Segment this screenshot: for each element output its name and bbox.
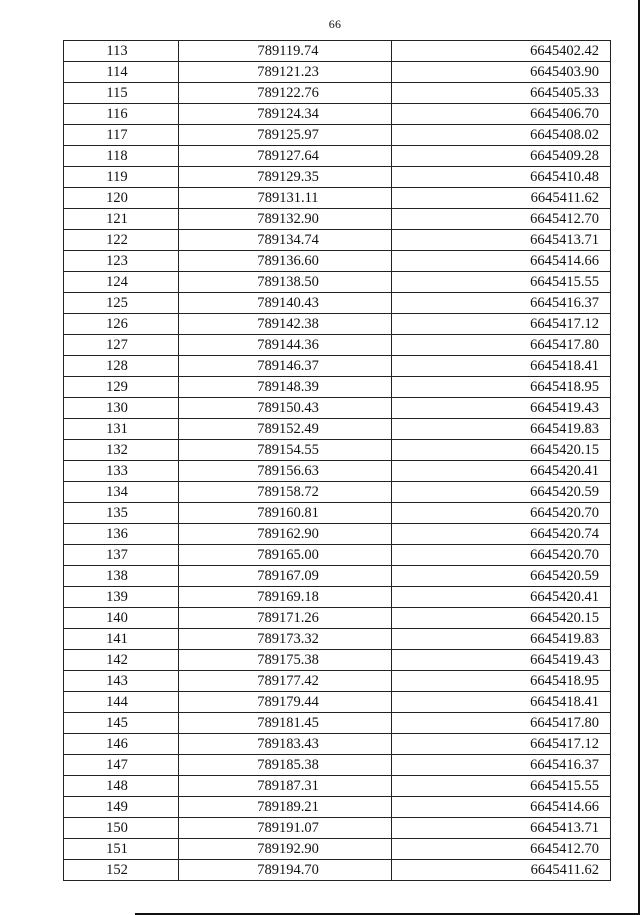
table-row [64, 776, 611, 797]
table-row [64, 62, 611, 83]
table-row [64, 251, 611, 272]
point-number-cell: 127 [64, 335, 179, 356]
y-coordinate-cell: 6645412.70 [392, 839, 611, 860]
y-coordinate-cell: 6645419.43 [392, 650, 611, 671]
y-coordinate-cell: 6645413.71 [392, 230, 611, 251]
point-number-cell: 149 [64, 797, 179, 818]
x-coordinate-cell: 789129.35 [179, 167, 392, 188]
point-number-cell: 138 [64, 566, 179, 587]
point-number-cell: 122 [64, 230, 179, 251]
point-number-cell: 142 [64, 650, 179, 671]
x-coordinate-cell: 789165.00 [179, 545, 392, 566]
y-coordinate-cell: 6645419.83 [392, 629, 611, 650]
point-number-cell: 123 [64, 251, 179, 272]
point-number-cell: 141 [64, 629, 179, 650]
x-coordinate-cell: 789154.55 [179, 440, 392, 461]
y-coordinate-cell: 6645410.48 [392, 167, 611, 188]
x-coordinate-cell: 789124.34 [179, 104, 392, 125]
y-coordinate-cell: 6645402.42 [392, 41, 611, 62]
x-coordinate-cell: 789192.90 [179, 839, 392, 860]
table-row [64, 398, 611, 419]
table-row [64, 230, 611, 251]
table-row [64, 440, 611, 461]
y-coordinate-cell: 6645405.33 [392, 83, 611, 104]
table-row [64, 314, 611, 335]
point-number-cell: 145 [64, 713, 179, 734]
x-coordinate-cell: 789167.09 [179, 566, 392, 587]
table-row [64, 797, 611, 818]
point-number-cell: 132 [64, 440, 179, 461]
x-coordinate-cell: 789160.81 [179, 503, 392, 524]
table-row [64, 566, 611, 587]
point-number-cell: 140 [64, 608, 179, 629]
y-coordinate-cell: 6645418.41 [392, 356, 611, 377]
point-number-cell: 152 [64, 860, 179, 881]
x-coordinate-cell: 789146.37 [179, 356, 392, 377]
x-coordinate-cell: 789131.11 [179, 188, 392, 209]
x-coordinate-cell: 789121.23 [179, 62, 392, 83]
table-row [64, 587, 611, 608]
x-coordinate-cell: 789181.45 [179, 713, 392, 734]
point-number-cell: 117 [64, 125, 179, 146]
x-coordinate-cell: 789177.42 [179, 671, 392, 692]
y-coordinate-cell: 6645418.95 [392, 377, 611, 398]
table-row [64, 650, 611, 671]
x-coordinate-cell: 789140.43 [179, 293, 392, 314]
point-number-cell: 120 [64, 188, 179, 209]
y-coordinate-cell: 6645420.41 [392, 587, 611, 608]
point-number-cell: 135 [64, 503, 179, 524]
point-number-cell: 146 [64, 734, 179, 755]
x-coordinate-cell: 789169.18 [179, 587, 392, 608]
y-coordinate-cell: 6645420.41 [392, 461, 611, 482]
x-coordinate-cell: 789158.72 [179, 482, 392, 503]
table-row [64, 167, 611, 188]
point-number-cell: 128 [64, 356, 179, 377]
point-number-cell: 136 [64, 524, 179, 545]
x-coordinate-cell: 789173.32 [179, 629, 392, 650]
table-row [64, 503, 611, 524]
x-coordinate-cell: 789136.60 [179, 251, 392, 272]
point-number-cell: 151 [64, 839, 179, 860]
y-coordinate-cell: 6645420.59 [392, 482, 611, 503]
table-row [64, 524, 611, 545]
x-coordinate-cell: 789138.50 [179, 272, 392, 293]
y-coordinate-cell: 6645417.80 [392, 713, 611, 734]
y-coordinate-cell: 6645415.55 [392, 776, 611, 797]
x-coordinate-cell: 789189.21 [179, 797, 392, 818]
x-coordinate-cell: 789185.38 [179, 755, 392, 776]
x-coordinate-cell: 789162.90 [179, 524, 392, 545]
table-row [64, 293, 611, 314]
x-coordinate-cell: 789132.90 [179, 209, 392, 230]
y-coordinate-cell: 6645420.59 [392, 566, 611, 587]
point-number-cell: 116 [64, 104, 179, 125]
y-coordinate-cell: 6645417.80 [392, 335, 611, 356]
table-row [64, 356, 611, 377]
point-number-cell: 139 [64, 587, 179, 608]
y-coordinate-cell: 6645419.43 [392, 398, 611, 419]
table-row [64, 419, 611, 440]
point-number-cell: 119 [64, 167, 179, 188]
table-row [64, 692, 611, 713]
y-coordinate-cell: 6645412.70 [392, 209, 611, 230]
point-number-cell: 115 [64, 83, 179, 104]
table-row [64, 209, 611, 230]
table-row [64, 482, 611, 503]
point-number-cell: 150 [64, 818, 179, 839]
x-coordinate-cell: 789134.74 [179, 230, 392, 251]
point-number-cell: 131 [64, 419, 179, 440]
y-coordinate-cell: 6645416.37 [392, 755, 611, 776]
y-coordinate-cell: 6645409.28 [392, 146, 611, 167]
x-coordinate-cell: 789191.07 [179, 818, 392, 839]
table-row [64, 671, 611, 692]
x-coordinate-cell: 789119.74 [179, 41, 392, 62]
x-coordinate-cell: 789194.70 [179, 860, 392, 881]
x-coordinate-cell: 789148.39 [179, 377, 392, 398]
y-coordinate-cell: 6645420.15 [392, 440, 611, 461]
x-coordinate-cell: 789156.63 [179, 461, 392, 482]
table-row [64, 377, 611, 398]
point-number-cell: 126 [64, 314, 179, 335]
x-coordinate-cell: 789127.64 [179, 146, 392, 167]
table-row [64, 545, 611, 566]
x-coordinate-cell: 789152.49 [179, 419, 392, 440]
point-number-cell: 113 [64, 41, 179, 62]
point-number-cell: 133 [64, 461, 179, 482]
point-number-cell: 118 [64, 146, 179, 167]
y-coordinate-cell: 6645419.83 [392, 419, 611, 440]
point-number-cell: 144 [64, 692, 179, 713]
point-number-cell: 124 [64, 272, 179, 293]
table-row [64, 41, 611, 62]
x-coordinate-cell: 789142.38 [179, 314, 392, 335]
x-coordinate-cell: 789144.36 [179, 335, 392, 356]
x-coordinate-cell: 789150.43 [179, 398, 392, 419]
coordinates-table [63, 40, 611, 881]
y-coordinate-cell: 6645411.62 [392, 188, 611, 209]
x-coordinate-cell: 789175.38 [179, 650, 392, 671]
point-number-cell: 114 [64, 62, 179, 83]
y-coordinate-cell: 6645406.70 [392, 104, 611, 125]
y-coordinate-cell: 6645420.70 [392, 503, 611, 524]
table-row [64, 839, 611, 860]
x-coordinate-cell: 789179.44 [179, 692, 392, 713]
y-coordinate-cell: 6645403.90 [392, 62, 611, 83]
x-coordinate-cell: 789183.43 [179, 734, 392, 755]
y-coordinate-cell: 6645420.15 [392, 608, 611, 629]
table-row [64, 104, 611, 125]
table-row [64, 146, 611, 167]
table-row [64, 734, 611, 755]
table-row [64, 608, 611, 629]
table-row [64, 860, 611, 881]
y-coordinate-cell: 6645420.74 [392, 524, 611, 545]
x-coordinate-cell: 789122.76 [179, 83, 392, 104]
y-coordinate-cell: 6645420.70 [392, 545, 611, 566]
y-coordinate-cell: 6645417.12 [392, 314, 611, 335]
y-coordinate-cell: 6645417.12 [392, 734, 611, 755]
y-coordinate-cell: 6645418.95 [392, 671, 611, 692]
table-row [64, 83, 611, 104]
y-coordinate-cell: 6645416.37 [392, 293, 611, 314]
y-coordinate-cell: 6645414.66 [392, 251, 611, 272]
x-coordinate-cell: 789125.97 [179, 125, 392, 146]
table-row [64, 272, 611, 293]
point-number-cell: 129 [64, 377, 179, 398]
point-number-cell: 143 [64, 671, 179, 692]
y-coordinate-cell: 6645415.55 [392, 272, 611, 293]
point-number-cell: 134 [64, 482, 179, 503]
table-row [64, 629, 611, 650]
y-coordinate-cell: 6645411.62 [392, 860, 611, 881]
y-coordinate-cell: 6645414.66 [392, 797, 611, 818]
point-number-cell: 125 [64, 293, 179, 314]
x-coordinate-cell: 789187.31 [179, 776, 392, 797]
table-row [64, 188, 611, 209]
table-row [64, 713, 611, 734]
page-number: 66 [328, 17, 342, 31]
point-number-cell: 148 [64, 776, 179, 797]
x-coordinate-cell: 789171.26 [179, 608, 392, 629]
point-number-cell: 130 [64, 398, 179, 419]
y-coordinate-cell: 6645413.71 [392, 818, 611, 839]
table-row [64, 818, 611, 839]
point-number-cell: 137 [64, 545, 179, 566]
coordinates-table-body [64, 41, 611, 881]
table-row [64, 335, 611, 356]
table-row [64, 125, 611, 146]
table-row [64, 755, 611, 776]
y-coordinate-cell: 6645418.41 [392, 692, 611, 713]
table-row [64, 461, 611, 482]
y-coordinate-cell: 6645408.02 [392, 125, 611, 146]
point-number-cell: 147 [64, 755, 179, 776]
point-number-cell: 121 [64, 209, 179, 230]
